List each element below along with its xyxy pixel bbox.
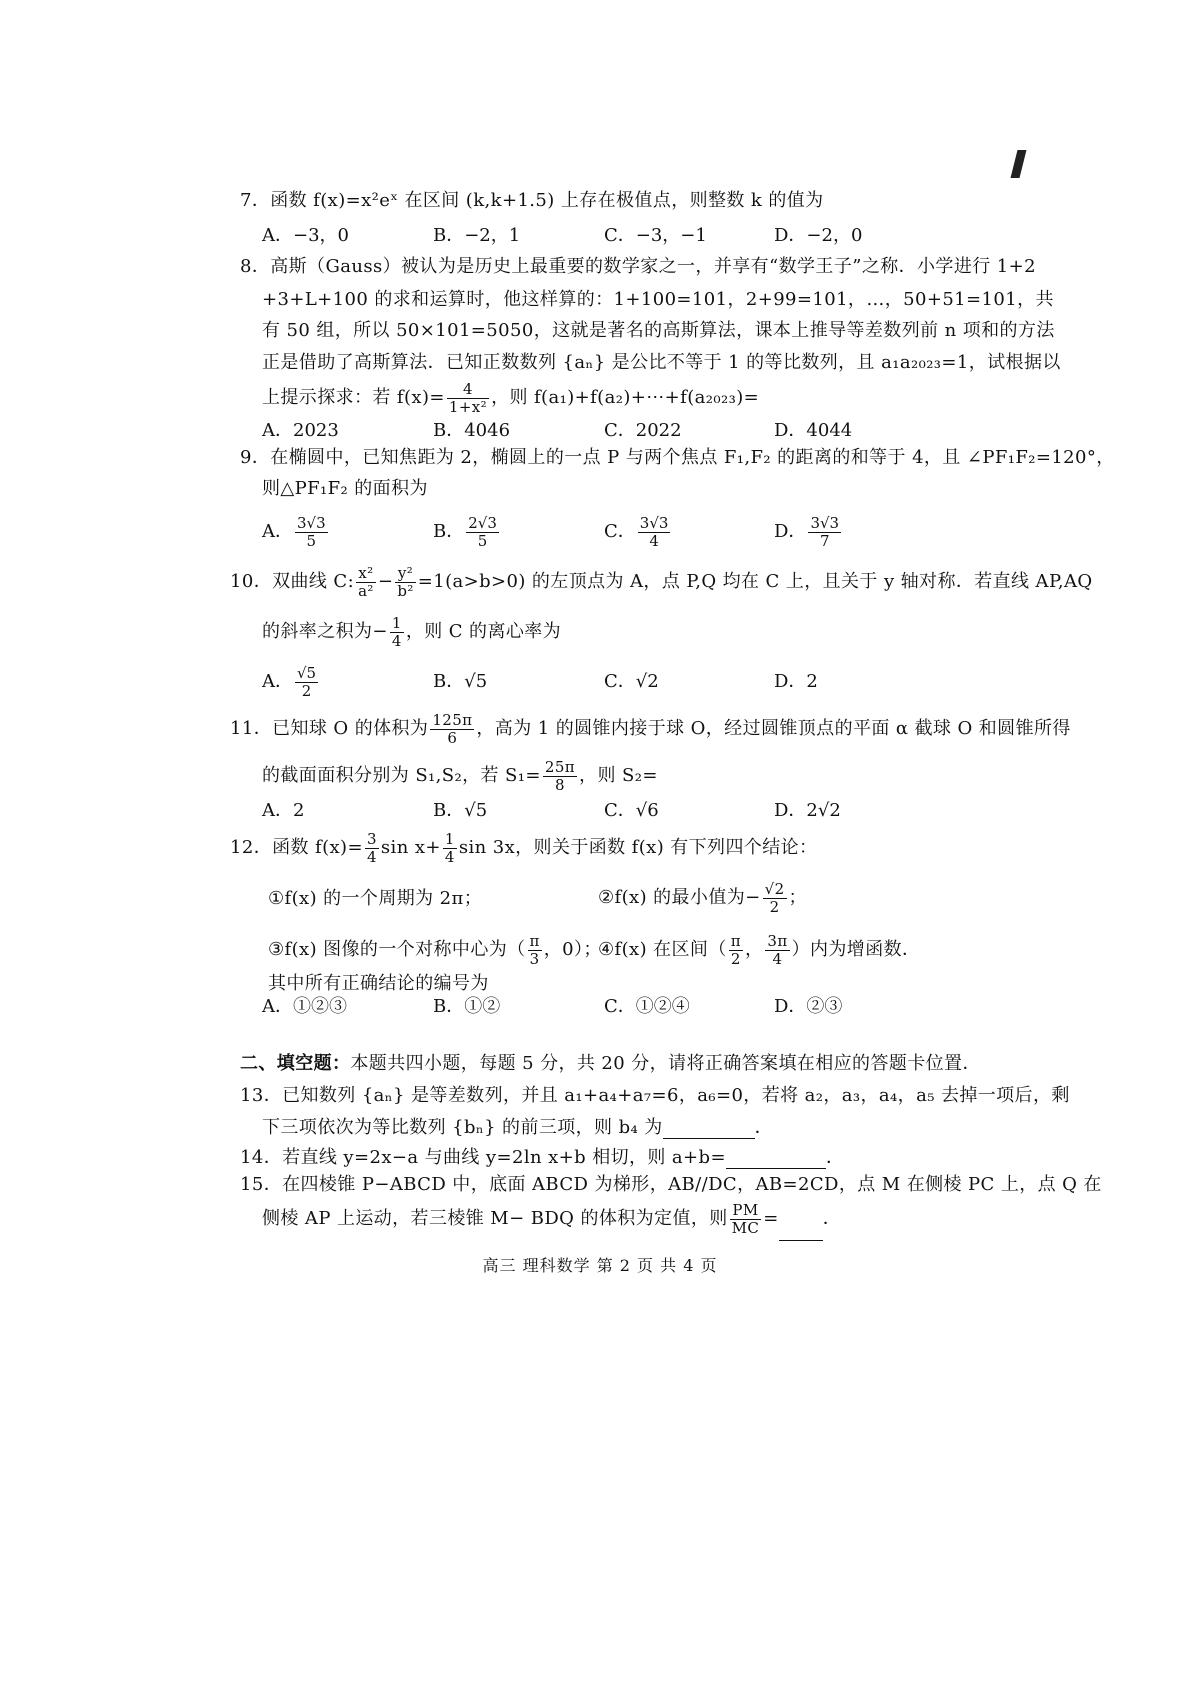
q12-c3-post: ，0）； [543,939,602,960]
q14-answer-blank[interactable] [726,1148,826,1169]
q15-line-2-pre: 侧棱 AP 上运动，若三棱锥 M− BDQ 的体积为定值，则 [262,1208,728,1229]
q9-option-d-num: 3√3 [810,513,840,532]
q12-c3-fraction [528,933,542,968]
q13-answer-blank[interactable] [663,1118,755,1139]
q12-c4-mid: ， [744,939,764,960]
page-footer: 高三 理科数学 第 2 页 共 4 页 [482,1256,718,1275]
q10-slope-den: 4 [391,631,402,650]
q9-option-b-label: B． [433,521,465,542]
scan-edge-mark [1011,150,1027,178]
q12-option-b: B．①② [433,996,501,1017]
q7-option-d: D．−2，0 [774,225,863,246]
q9-option-b-den: 5 [477,531,488,550]
q11-post: ，高为 1 的圆锥内接于球 O，经过圆锥顶点的平面 α 截球 O 和圆锥所得 [476,718,1071,739]
q14-pre: 14．若直线 y=2x−a 与曲线 y=2ln x+b 相切，则 a+b= [240,1147,726,1168]
q7-option-b: B．−2，1 [433,225,521,246]
q10-line-2-post: ，则 C 的离心率为 [405,621,562,642]
q8-fraction-num: 4 [447,381,489,399]
q10-option-a-num: √5 [297,663,317,682]
q11-area-fraction [543,759,577,794]
section-2-desc: 本题共四小题，每题 5 分，共 20 分，请将正确答案填在相应的答题卡位置． [350,1053,981,1074]
q8-option-d: D．4044 [774,420,853,441]
q9-option-c-den: 4 [649,531,659,550]
q11-volume-num: 125π [432,710,473,729]
q11-line-1 [230,707,1071,751]
q12-conclusion-4 [598,928,920,972]
q8-line-1: 8．高斯（Gauss）被认为是历史上最重要的数学家之一，并享有“数学王子”之称．小学进行 1+2 [240,256,1036,277]
q12-c4-num-1: π [730,931,741,950]
q10-option-a-den: 2 [301,681,312,700]
q12-pre: 12．函数 f(x)= [230,837,363,858]
q10-fraction-y-num: y² [395,565,415,583]
q14-post: ． [825,1147,845,1168]
q15-ratio-num: PM [730,1202,762,1220]
q12-mid: sin x+ [380,837,441,858]
q10-fraction-y-den: b² [397,581,414,600]
q10-option-a-fraction [295,665,318,700]
q11-option-b: B．√5 [433,800,488,821]
q9-option-b-fraction [466,515,499,550]
q12-option-a: A．①②③ [262,996,347,1017]
q8-option-b: B．4046 [433,420,511,441]
q7-option-a: A．−3，0 [262,225,349,246]
q11-option-c: C．√6 [604,800,659,821]
q12-coef-a [365,831,379,866]
q10-slope-num: 1 [391,613,402,632]
q11-area-num: 25π [544,757,576,776]
q13-line-1: 13．已知数列 {aₙ} 是等差数列，并且 a₁+a₄+a₇=6，a₆=0，若将 a₂，a₃，a₄，a₅ 去掉一项后，剩 [240,1085,1070,1106]
q12-post: sin 3x，则关于函数 f(x) 有下列四个结论： [458,837,818,858]
q9-option-c-fraction [638,515,671,550]
q13-line-2 [262,1117,773,1139]
q11-line-2-pre: 的截面面积分别为 S₁,S₂，若 S₁= [262,765,541,786]
q11-line-2 [262,754,658,798]
q8-fraction-den: 1+x² [448,397,488,416]
q9-option-a-den: 5 [306,531,317,550]
q15-ratio-den: MC [731,1218,760,1237]
q11-volume-fraction [430,712,474,747]
q12-coef-b-den: 4 [444,847,455,866]
q10-option-a [262,660,320,704]
section-2-heading [240,1053,981,1075]
q9-option-d [774,510,843,554]
q9-option-c-label: C． [604,521,636,542]
q15-answer-blank[interactable] [779,1220,823,1241]
q12-c4-den-2: 4 [772,949,783,968]
q15-end: ． [822,1208,842,1229]
q15-line-1: 15．在四棱锥 P−ABCD 中，底面 ABCD 为梯形，AB//DC，AB=2CD，点 M 在侧棱 PC 上，点 Q 在 [240,1174,1102,1195]
q10-minus: − [377,571,394,592]
q13-line-2-pre: 下三项依次为等比数列 {bₙ} 的前三项，则 b₄ 为 [262,1117,663,1138]
q10-fraction-y [395,565,415,600]
q13-line-2-post: ． [754,1117,774,1138]
q10-post: =1(a>b>0) 的左顶点为 A，点 P,Q 均在 C 上，且关于 y 轴对称．若直线 AP,AQ [417,571,1093,592]
q12-c2-den: 2 [769,897,780,916]
q9-option-c-num: 3√3 [639,513,669,532]
q9-line-1: 9．在椭圆中，已知焦距为 2，椭圆上的一点 P 与两个焦点 F₁,F₂ 的距离的和等于 4，且 ∠PF₁F₂=120°， [240,447,1115,468]
q8-line-2: +3+L+100 的求和运算时，他这样算的：1+100=101，2+99=101，…，50+51=101，共 [262,289,1054,310]
q9-option-d-fraction [808,515,841,550]
q9-option-b [433,510,501,554]
q12-c4-den-1: 2 [730,949,741,968]
q15-ratio-fraction [730,1202,762,1237]
q10-fraction-x-den: a² [358,581,374,600]
q11-area-den: 8 [554,775,565,794]
q8-line-5-post: ，则 f(a₁)+f(a₂)+⋯+f(a₂₀₂₃)= [491,387,760,408]
q10-option-c: C．√2 [604,671,659,692]
q8-fraction [447,381,489,416]
q12-option-c: C．①②④ [604,996,690,1017]
q11-option-a: A．2 [262,800,305,821]
q12-c4-num-2: 3π [767,931,788,950]
q12-c2-post: ； [788,887,807,908]
q11-option-d: D．2√2 [774,800,841,821]
q12-conclusion-3 [268,928,602,972]
q12-c4-fraction-1 [729,933,743,968]
q12-coef-b-num: 1 [444,829,455,848]
q10-pre: 10．双曲线 C: [230,571,355,592]
q9-option-d-den: 7 [819,531,830,550]
q9-option-c [604,510,672,554]
q10-option-b: B．√5 [433,671,488,692]
q9-option-a-num: 3√3 [297,513,326,532]
q12-c3-pre: ③f(x) 图像的一个对称中心为（ [268,939,526,960]
q11-pre: 11．已知球 O 的体积为 [230,718,429,739]
q12-c4-post: ）内为增函数． [791,939,921,960]
q11-volume-den: 6 [447,728,458,747]
q15-line-2 [262,1197,841,1241]
section-2-title: 二、填空题： [240,1053,351,1074]
q10-fraction-x [356,565,376,600]
q9-option-a [262,510,330,554]
q12-coef-b [443,831,457,866]
q8-line-4: 正是借助了高斯算法．已知正数数列 {aₙ} 是公比不等于 1 的等比数列，且 a₁a₂₀₂₃=1，试根据以 [262,352,1061,373]
q9-option-a-fraction [295,515,328,550]
q12-c2-pre: ②f(x) 的最小值为− [598,887,761,908]
q8-line-5 [262,378,759,418]
q12-c3-den: 3 [529,949,540,968]
q10-option-a-label: A． [262,671,293,692]
q12-c3-num: π [529,931,540,950]
q9-option-a-label: A． [262,521,293,542]
q7-option-c: C．−3，−1 [604,225,707,246]
q15-line-2-post: = [763,1208,779,1229]
q12-coef-a-den: 4 [366,847,377,866]
q10-line-2 [262,610,561,654]
q8-line-3: 有 50 组，所以 50×101=5050，这就是著名的高斯算法，课本上推导等差数列前 n 项和的方法 [262,320,1055,341]
q10-line-1 [230,560,1093,604]
q12-conclusion-1: ①f(x) 的一个周期为 2π； [268,888,483,909]
q12-conclusion-2 [598,876,807,920]
q12-c4-pre: ④f(x) 在区间（ [598,939,727,960]
q12-c2-fraction [763,881,787,916]
q12-tail: 其中所有正确结论的编号为 [268,973,489,994]
q10-option-d: D．2 [774,671,818,692]
q10-fraction-x-num: x² [356,565,376,583]
q8-line-5-pre: 上提示探求：若 f(x)= [262,387,445,408]
q12-c2-num: √2 [764,879,785,898]
q12-c4-fraction-2 [765,933,789,968]
q7-stem: 7．函数 f(x)=x²eˣ 在区间 (k,k+1.5) 上存在极值点，则整数 k 的值为 [240,190,824,211]
q12-line-1 [230,826,817,870]
q9-option-b-num: 2√3 [468,513,497,532]
q14-line [240,1147,844,1169]
q8-option-c: C．2022 [604,420,682,441]
q8-option-a: A．2023 [262,420,339,441]
q12-option-d: D．②③ [774,996,843,1017]
q12-coef-a-num: 3 [366,829,377,848]
q9-line-2: 则△PF₁F₂ 的面积为 [262,478,428,499]
q10-line-2-pre: 的斜率之积为− [262,621,388,642]
q9-option-d-label: D． [774,521,807,542]
q11-line-2-post: ，则 S₂= [579,765,658,786]
q10-slope-fraction [390,615,404,650]
